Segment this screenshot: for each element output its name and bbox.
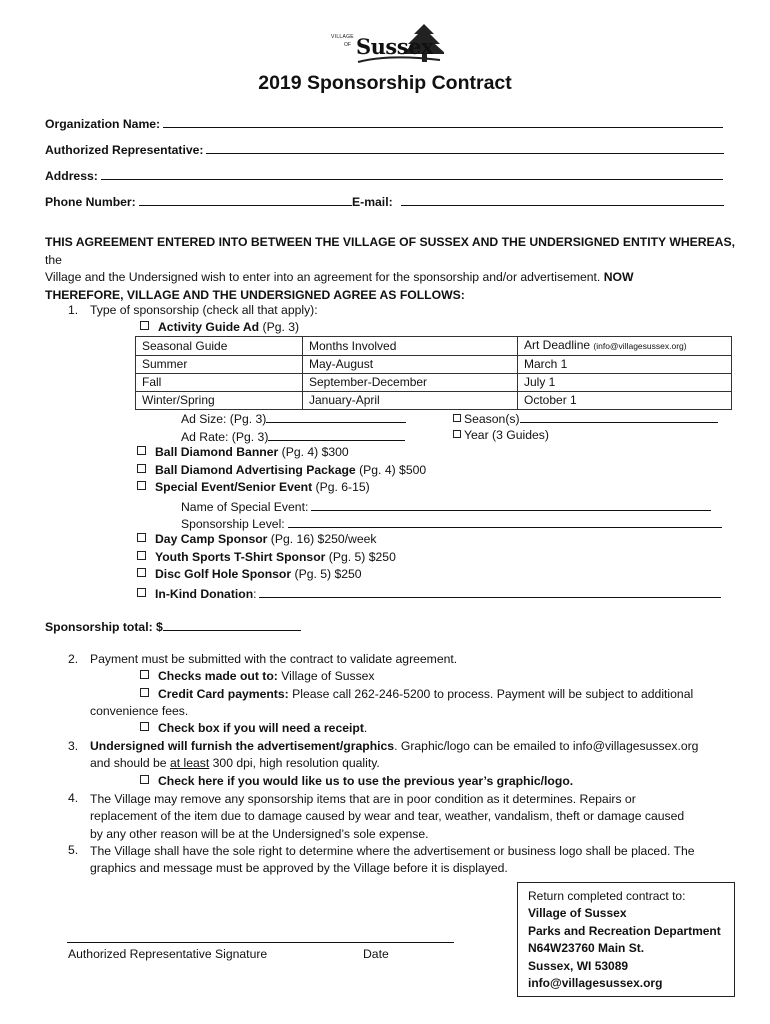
special-event-label: Special Event/Senior Event bbox=[155, 480, 313, 494]
intro-bold-3: THEREFORE, VILLAGE AND THE UNDERSIGNED AGREE AS FOLLOWS: bbox=[45, 287, 465, 302]
ad-size-label: Ad Size: (Pg. 3) bbox=[181, 412, 267, 426]
address-label: Address: bbox=[45, 169, 98, 183]
item-4-line: replacement of the item due to damage caused by wear and tear, weather, vandalism, theft or damage caused bbox=[90, 809, 685, 824]
phone-number-field[interactable] bbox=[45, 193, 352, 209]
previous-graphic-checkbox[interactable] bbox=[140, 775, 149, 784]
table-header: Seasonal Guide bbox=[136, 337, 303, 356]
ball-diamond-banner-checkbox[interactable] bbox=[137, 446, 146, 455]
date-label: Date bbox=[363, 947, 389, 961]
page-title: 2019 Sponsorship Contract bbox=[258, 72, 512, 94]
sponsorship-level-field[interactable] bbox=[181, 515, 722, 531]
intro-normal-2: Village and the Undersigned wish to enter into an agreement for the sponsorship and/or advertisement. bbox=[45, 270, 604, 284]
day-camp-option[interactable] bbox=[137, 532, 377, 546]
return-line: N64W23760 Main St. bbox=[528, 941, 645, 956]
table-cell: September-December bbox=[303, 374, 518, 392]
signature-line[interactable] bbox=[67, 942, 454, 943]
email-label: E-mail: bbox=[352, 195, 393, 209]
intro-bold-2: NOW bbox=[603, 270, 634, 284]
activity-guide-label: Activity Guide Ad bbox=[158, 320, 260, 334]
disc-golf-price: (Pg. 5) $250 bbox=[291, 567, 362, 581]
checks-option[interactable] bbox=[140, 669, 375, 683]
table-cell: Summer bbox=[136, 356, 303, 374]
table-header-row bbox=[136, 337, 732, 356]
item-5-line: The Village shall have the sole right to determine where the advertisement or business logo shall be placed. The bbox=[90, 844, 695, 858]
checks-checkbox[interactable] bbox=[140, 670, 149, 679]
ball-diamond-package-option[interactable] bbox=[137, 463, 426, 477]
return-heading: Return completed contract to: bbox=[528, 889, 686, 903]
table-cell: October 1 bbox=[518, 392, 732, 410]
in-kind-label: In-Kind Donation bbox=[155, 587, 254, 601]
village-logo bbox=[328, 20, 444, 66]
item-3-rest: . Graphic/logo can be emailed to info@villagesussex.org bbox=[394, 739, 699, 753]
youth-sports-label: Youth Sports T-Shirt Sponsor bbox=[155, 550, 326, 564]
ball-diamond-banner-label: Ball Diamond Banner bbox=[155, 445, 279, 459]
credit-card-text-2: convenience fees. bbox=[90, 704, 189, 718]
signature-label: Authorized Representative Signature bbox=[68, 947, 268, 961]
credit-card-text: Please call 262-246-5200 to process. Payment will be subject to additional bbox=[288, 687, 694, 701]
item-3-at-least: at least bbox=[169, 756, 210, 770]
credit-card-checkbox[interactable] bbox=[140, 688, 149, 697]
sponsorship-total-label: Sponsorship total: $ bbox=[45, 620, 163, 634]
season-label: Season(s) bbox=[464, 412, 520, 426]
address-field[interactable] bbox=[45, 167, 723, 183]
special-event-option[interactable] bbox=[137, 480, 370, 494]
day-camp-price: (Pg. 16) $250/week bbox=[267, 532, 377, 546]
season-option[interactable] bbox=[453, 410, 718, 426]
disc-golf-option[interactable] bbox=[137, 567, 362, 581]
day-camp-checkbox[interactable] bbox=[137, 533, 146, 542]
logo-sussex-text: Sussex bbox=[356, 34, 433, 59]
ball-diamond-package-checkbox[interactable] bbox=[137, 464, 146, 473]
year-checkbox[interactable] bbox=[453, 430, 461, 438]
item-3-line-1 bbox=[90, 739, 698, 753]
credit-card-option[interactable] bbox=[140, 687, 693, 701]
ball-diamond-banner-option[interactable] bbox=[137, 445, 349, 459]
email-field[interactable] bbox=[352, 193, 724, 209]
item-3-line-2 bbox=[90, 756, 380, 770]
item-4-text bbox=[90, 791, 684, 843]
year-label: Year (3 Guides) bbox=[464, 428, 549, 442]
season-checkbox[interactable] bbox=[453, 414, 461, 422]
item-4-number: 4. bbox=[68, 791, 79, 805]
ad-rate-field[interactable] bbox=[181, 428, 405, 444]
table-cell: May-August bbox=[303, 356, 518, 374]
authorized-representative-field[interactable] bbox=[45, 141, 724, 157]
special-event-checkbox[interactable] bbox=[137, 481, 146, 490]
return-line: Parks and Recreation Department bbox=[528, 923, 721, 938]
organization-name-field[interactable] bbox=[45, 115, 723, 131]
table-row bbox=[136, 374, 732, 392]
table-cell: January-April bbox=[303, 392, 518, 410]
item-2-text: Payment must be submitted with the contract to validate agreement. bbox=[90, 652, 458, 666]
ball-diamond-package-price: (Pg. 4) $500 bbox=[355, 463, 427, 477]
receipt-checkbox[interactable] bbox=[140, 722, 149, 731]
in-kind-checkbox[interactable] bbox=[137, 588, 146, 597]
previous-graphic-label: Check here if you would like us to use the previous year’s graphic/logo. bbox=[158, 774, 574, 788]
item-5-number: 5. bbox=[68, 843, 79, 857]
intro-bold-1: THIS AGREEMENT ENTERED INTO BETWEEN THE VILLAGE OF SUSSEX AND THE UNDERSIGNED ENTITY WHEREAS, bbox=[45, 235, 736, 249]
disc-golf-label: Disc Golf Hole Sponsor bbox=[155, 567, 292, 581]
table-row bbox=[136, 392, 732, 410]
table-cell: Fall bbox=[136, 374, 303, 392]
youth-sports-checkbox[interactable] bbox=[137, 551, 146, 560]
table-header: Months Involved bbox=[303, 337, 518, 356]
in-kind-colon: : bbox=[253, 587, 257, 601]
ball-diamond-package-label: Ball Diamond Advertising Package bbox=[155, 463, 356, 477]
checks-payee: Village of Sussex bbox=[277, 669, 375, 683]
logo-of-text: OF bbox=[344, 42, 351, 48]
receipt-period: . bbox=[363, 721, 368, 735]
item-3-number: 3. bbox=[68, 739, 79, 753]
activity-guide-option[interactable] bbox=[140, 320, 299, 334]
activity-guide-table bbox=[135, 336, 732, 410]
agreement-intro bbox=[45, 234, 735, 304]
return-line: info@villagesussex.org bbox=[528, 976, 663, 991]
disc-golf-checkbox[interactable] bbox=[137, 568, 146, 577]
return-address-box bbox=[517, 882, 735, 997]
youth-sports-price: (Pg. 5) $250 bbox=[325, 550, 396, 564]
activity-guide-page: (Pg. 3) bbox=[259, 320, 300, 334]
phone-number-label: Phone Number: bbox=[45, 195, 136, 209]
table-header-email: (info@villagesussex.org) bbox=[593, 341, 687, 351]
return-line: Sussex, WI 53089 bbox=[528, 958, 629, 973]
sponsorship-level-label: Sponsorship Level: bbox=[181, 517, 285, 531]
special-event-pages: (Pg. 6-15) bbox=[312, 480, 370, 494]
year-option[interactable] bbox=[453, 428, 549, 442]
intro-normal-1: the bbox=[45, 252, 62, 267]
table-row bbox=[136, 356, 732, 374]
item-3-line-2b: 300 dpi, high resolution quality. bbox=[209, 756, 380, 770]
item-5-line: graphics and message must be approved by the Village before it is displayed. bbox=[90, 861, 508, 876]
youth-sports-option[interactable] bbox=[137, 550, 396, 564]
table-cell: March 1 bbox=[518, 356, 732, 374]
activity-guide-checkbox[interactable] bbox=[140, 321, 149, 330]
receipt-label: Check box if you will need a receipt bbox=[158, 721, 364, 735]
ad-rate-label: Ad Rate: (Pg. 3) bbox=[181, 430, 269, 444]
checks-label: Checks made out to: bbox=[158, 669, 278, 683]
special-event-name-field[interactable] bbox=[181, 498, 711, 514]
special-event-name-label: Name of Special Event: bbox=[181, 500, 309, 514]
receipt-option[interactable] bbox=[140, 721, 367, 735]
table-cell: Winter/Spring bbox=[136, 392, 303, 410]
table-cell: July 1 bbox=[518, 374, 732, 392]
ad-size-field[interactable] bbox=[181, 410, 406, 426]
item-4-line: The Village may remove any sponsorship items that are in poor condition as it determines. Repairs or bbox=[90, 792, 636, 806]
return-line: Village of Sussex bbox=[528, 906, 627, 921]
previous-graphic-option[interactable] bbox=[140, 774, 573, 788]
item-5-text bbox=[90, 843, 695, 878]
item-3-bold: Undersigned will furnish the advertisement/graphics bbox=[90, 739, 395, 753]
credit-card-label: Credit Card payments: bbox=[158, 687, 289, 701]
logo-village-text: VILLAGE bbox=[331, 34, 354, 40]
item-1-text: Type of sponsorship (check all that apply): bbox=[90, 303, 318, 317]
ball-diamond-banner-price: (Pg. 4) $300 bbox=[278, 445, 349, 459]
table-header-art-deadline: Art Deadline (info@villagesussex.org) bbox=[518, 337, 732, 356]
in-kind-option[interactable] bbox=[137, 585, 721, 601]
item-1-number: 1. bbox=[68, 303, 79, 317]
authorized-representative-label: Authorized Representative: bbox=[45, 143, 204, 157]
item-2-number: 2. bbox=[68, 652, 79, 666]
organization-name-label: Organization Name: bbox=[45, 117, 161, 131]
sponsorship-total-field[interactable] bbox=[45, 618, 301, 634]
day-camp-label: Day Camp Sponsor bbox=[155, 532, 268, 546]
item-3-line-2a: and should be bbox=[90, 756, 170, 770]
item-4-line: by any other reason will be at the Undersigned’s sole expense. bbox=[90, 826, 429, 841]
